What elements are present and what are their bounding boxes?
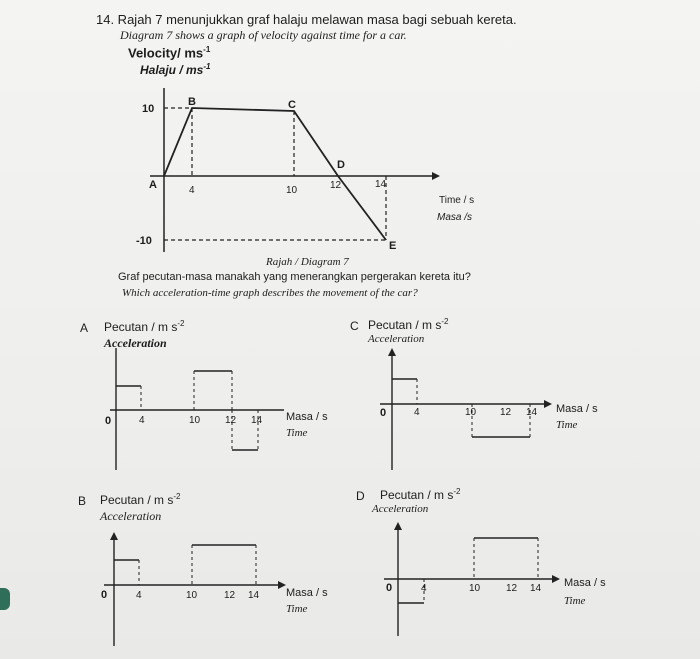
option-d-xlabel-ms: Masa / s: [564, 577, 606, 589]
option-b-ylabel-ms: Pecutan / m $s^{-2}$: [100, 492, 181, 507]
option-b-xlabel-ms: Masa / s: [286, 587, 328, 599]
xtick-12: 12: [330, 180, 342, 191]
xtick-10: 10: [286, 185, 298, 196]
svg-text:12: 12: [225, 415, 237, 426]
svg-text:12: 12: [500, 407, 512, 418]
velocity-line: [164, 108, 386, 240]
option-a-xlabel-en: Time: [286, 427, 308, 439]
option-a-letter[interactable]: A: [80, 321, 89, 335]
option-c-ylabel-en: Acceleration: [368, 333, 425, 345]
svg-text:0: 0: [101, 589, 108, 601]
svg-text:14: 14: [251, 415, 263, 426]
option-a-xlabel-ms: Masa / s: [286, 411, 328, 423]
xtick-14: 14: [375, 179, 387, 190]
ytick-10: 10: [142, 103, 155, 115]
main-xlabel-ms: Masa /s: [437, 212, 473, 223]
main-ylabel-ms: Halaju / $ms^{-1}$: [140, 62, 211, 77]
question-text-ms: 14. Rajah 7 menunjukkan graf halaju melawan masa bagi sebuah kereta.: [96, 12, 517, 27]
svg-text:4: 4: [139, 415, 145, 426]
svg-text:4: 4: [414, 407, 420, 418]
point-e: E: [389, 240, 397, 252]
option-b-letter[interactable]: B: [78, 494, 87, 508]
main-x-arrow: [432, 172, 440, 180]
option-b-graph: [101, 532, 286, 646]
point-b: B: [188, 96, 196, 108]
svg-text:4: 4: [421, 583, 427, 594]
option-d-ylabel-ms: Pecutan / m $s^{-2}$: [380, 487, 461, 502]
point-c: C: [288, 99, 296, 111]
svg-text:14: 14: [530, 583, 542, 594]
option-d-ylabel-en: Acceleration: [372, 503, 429, 515]
svg-text:0: 0: [105, 415, 112, 427]
svg-text:10: 10: [189, 415, 201, 426]
main-xlabel-en: Time / s: [439, 195, 475, 206]
option-c-ylabel-ms: Pecutan / m $s^{-2}$: [368, 317, 449, 332]
option-a-graph: [105, 348, 284, 470]
svg-text:10: 10: [186, 590, 198, 601]
option-c-xlabel-en: Time: [556, 419, 578, 431]
option-a-ylabel-en: Acceleration: [104, 336, 167, 350]
option-c-graph: [380, 348, 552, 470]
prompt-en: Which acceleration-time graph describes the movement of the car?: [122, 287, 418, 299]
svg-text:10: 10: [469, 583, 481, 594]
svg-text:10: 10: [465, 407, 477, 418]
option-d-letter[interactable]: D: [356, 489, 365, 503]
option-b-xlabel-en: Time: [286, 603, 308, 615]
point-d: D: [337, 159, 345, 171]
xtick-4: 4: [189, 185, 195, 196]
svg-text:12: 12: [506, 583, 518, 594]
svg-text:0: 0: [386, 582, 393, 594]
question-text-en: Diagram 7 shows a graph of velocity against time for a car.: [120, 28, 407, 42]
option-d-graph: [384, 522, 560, 636]
option-c-xlabel-ms: Masa / s: [556, 403, 598, 415]
point-a: A: [149, 179, 157, 191]
svg-text:4: 4: [136, 590, 142, 601]
main-ylabel-en: Velocity/ $ms^{-1}$: [128, 45, 211, 61]
prompt-ms: Graf pecutan-masa manakah yang menerangkan pergerakan kereta itu?: [118, 271, 471, 283]
svg-text:12: 12: [224, 590, 236, 601]
svg-text:14: 14: [248, 590, 260, 601]
option-a-ylabel-ms: Pecutan / m $s^{-2}$: [104, 319, 185, 334]
svg-text:14: 14: [526, 407, 538, 418]
option-c-letter[interactable]: C: [350, 319, 359, 333]
edge-marker: [0, 588, 10, 610]
option-d-xlabel-en: Time: [564, 595, 586, 607]
ytick-neg10: -10: [136, 235, 152, 247]
svg-text:0: 0: [380, 407, 387, 419]
option-b-ylabel-en: Acceleration: [100, 509, 162, 523]
diagram-caption: Rajah / Diagram 7: [266, 256, 349, 268]
